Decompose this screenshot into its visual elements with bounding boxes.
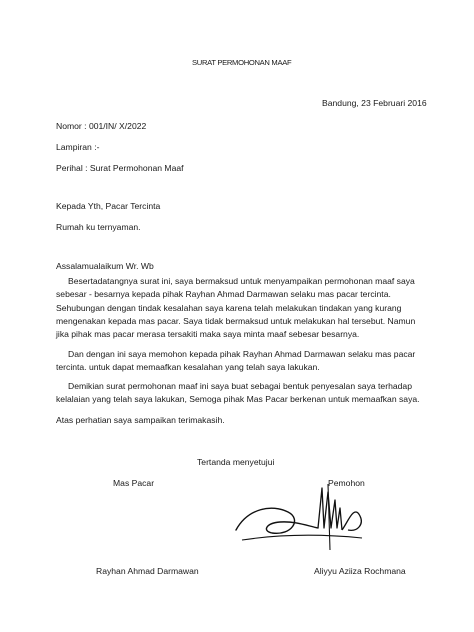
right-role: Pemohon <box>328 478 365 488</box>
greeting: Assalamualaikum Wr. Wb <box>56 261 154 271</box>
subject-line: Perihal : Surat Permohonan Maaf <box>56 163 184 173</box>
paragraph-2: Dan dengan ini saya memohon kepada pihak Rayhan Ahmad Darmawan selaku mas pacar tercinta. untuk dapat memaafkan kesalahan yang telah saya lakukan. <box>56 349 416 373</box>
attachment-line: Lampiran :- <box>56 142 100 152</box>
right-name: Aliyyu Aziiza Rochmana <box>314 566 406 576</box>
recipient-line-1: Kepada Yth, Pacar Tercinta <box>56 201 161 211</box>
letter-title: SURAT PERMOHONAN MAAF <box>192 58 292 67</box>
letter-number: Nomor : 001/IN/ X/2022 <box>56 121 147 131</box>
left-role: Mas Pacar <box>113 478 155 488</box>
paragraph-1: Besertadatangnya surat ini, saya bermaksud untuk menyampaikan permohonan maaf saya sebesar - besarnya kepada pihak Rayhan Ahmad Darmawan selaku mas pacar tercinta. Sehubungan dengan tindak kesalahan saya karena telah melakukan tindakan yang kurang mengenakan kepada mas pacar. Saya tidak bermaksud untuk melakukan hal tersebut. Namun jika pihak mas pacar merasa tersakiti maka saya minta maaf sebesar besarnya. <box>56 276 416 340</box>
closing-line: Atas perhatian saya sampaikan terimakasih. <box>56 415 225 425</box>
left-name: Rayhan Ahmad Darmawan <box>96 566 199 576</box>
place-date: Bandung, 23 Februari 2016 <box>322 98 427 108</box>
signed-caption: Tertanda menyetujui <box>197 457 275 467</box>
recipient-line-2: Rumah ku ternyaman. <box>56 222 141 232</box>
handwritten-signature-icon <box>232 478 380 556</box>
paragraph-3: Demikian surat permohonan maaf ini saya buat sebagai bentuk penyesalan saya terhadap kelalaian yang telah saya lakukan, Semoga pihak Mas Pacar berkenan untuk memaafkan saya. <box>56 381 420 405</box>
